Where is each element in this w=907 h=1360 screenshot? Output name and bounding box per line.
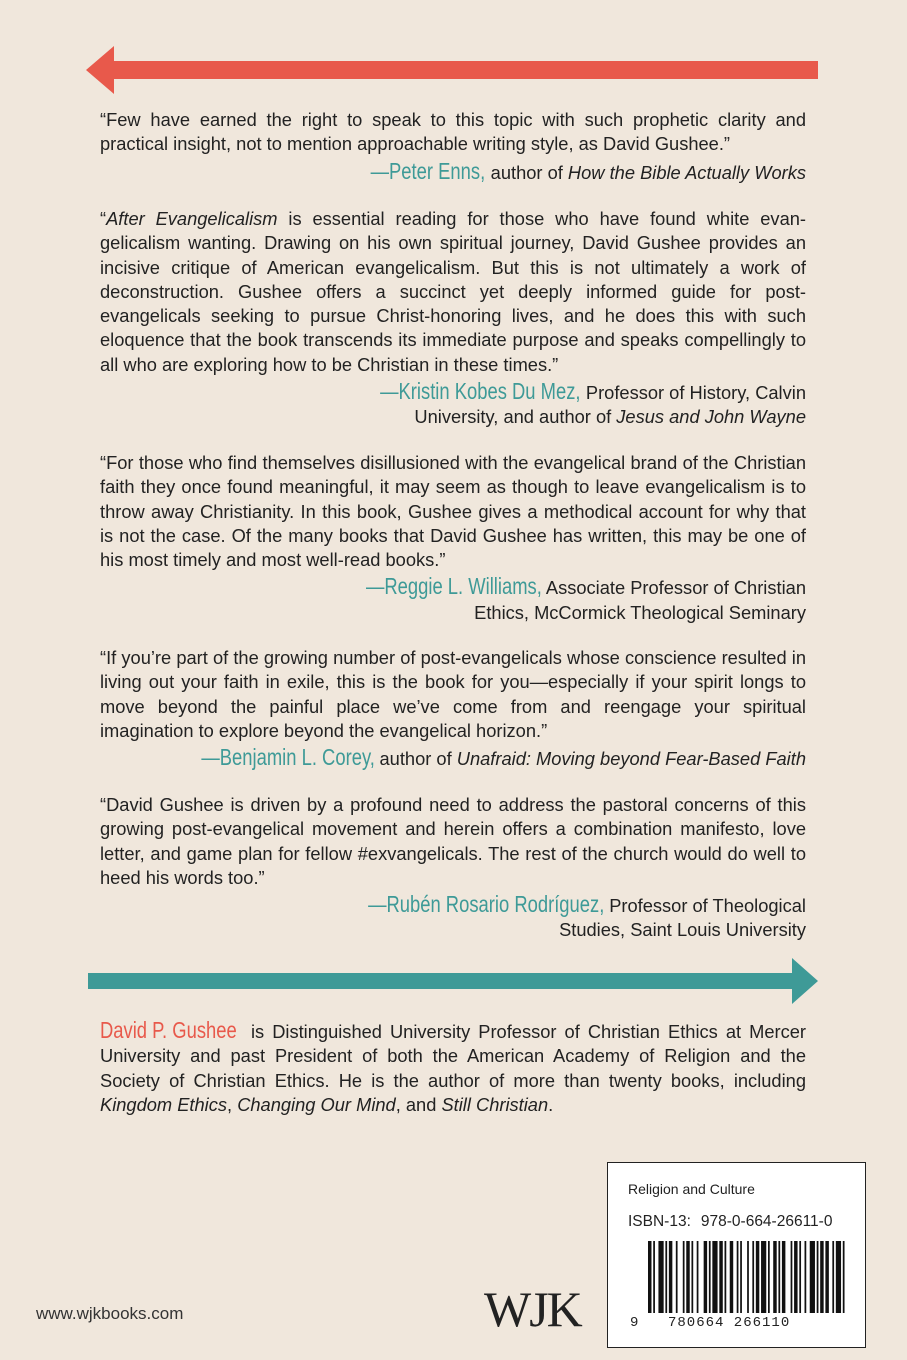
barcode-bar xyxy=(691,1241,693,1313)
quote-author-name: —Rubén Rosario Rodríguez, xyxy=(367,891,605,918)
bio-text: is Distinguished University Professor of Christian Ethics at Mercer University and past President of both the American Academy of Religion and the Society of Christian Ethics. He is the author of more than twenty books, including Kingdom Ethics, Changing Our Mind, and Still Christian. xyxy=(100,1021,806,1115)
barcode-bar xyxy=(665,1241,667,1313)
barcode-bar xyxy=(778,1241,780,1313)
quote-benjamin-corey xyxy=(100,646,806,771)
quote-peter-enns xyxy=(100,108,806,185)
isbn-line xyxy=(628,1213,832,1231)
barcode-bar xyxy=(669,1241,672,1313)
publisher-logo: WJK xyxy=(484,1281,581,1337)
teal-right-arrow-icon xyxy=(88,958,820,1004)
quote-text: “After Evangelicalism is essential reading for those who have found white evangelicalism wanting. Drawing on his own spiritual journey, David Gushee provides an incisive critique of American evangelicalism. But this is not ultimately a work of deconstruction. Gushee offers a succinct yet deeply informed guide for post-evangelicals seeking to pursue Christ-honoring lives, and he does this with such eloquence that the book transcends its immediate purpose and speaks compellingly to all who are exploring how to be Christian in these times.” xyxy=(100,208,806,375)
quote-text: “For those who find themselves disillusioned with the evangelical brand of the Christian faith they once found meaningful, it may seem as though to leave evangelicalism is to throw away Christianity. In this book, Gushee gives a methodical account for why that is not the case. Of the many books that David Gushee has written, this may be one of his most timely and most well-read books.” xyxy=(100,452,806,571)
barcode-bar xyxy=(832,1241,834,1313)
isbn-value: 978-0-664-26611-0 xyxy=(700,1213,833,1230)
red-left-arrow-icon xyxy=(86,46,820,94)
barcode-bar xyxy=(761,1241,766,1313)
barcode-icon xyxy=(648,1241,848,1313)
barcode-bar xyxy=(752,1241,754,1313)
barcode-bar xyxy=(810,1241,815,1313)
barcode-bar xyxy=(756,1241,759,1313)
barcode-bar xyxy=(805,1241,807,1313)
barcode-bar xyxy=(725,1241,727,1313)
quote-author-name: —Reggie L. Williams, xyxy=(365,573,542,600)
barcode-bar xyxy=(773,1241,776,1313)
barcode-bar xyxy=(791,1241,793,1313)
barcode-bar xyxy=(747,1241,749,1313)
category-label: Religion and Culture xyxy=(628,1181,755,1197)
barcode-bar xyxy=(799,1241,801,1313)
quote-attribution: —Rubén Rosario Rodríguez, Professor of Theological Studies, Saint Louis University xyxy=(367,891,806,941)
quote-reggie-williams xyxy=(100,451,806,625)
isbn-label: ISBN-13: xyxy=(628,1213,691,1230)
quote-author-name: —Kristin Kobes Du Mez, xyxy=(380,378,581,405)
barcode-bar xyxy=(825,1241,828,1313)
barcode-bar xyxy=(782,1241,785,1313)
barcode-bar xyxy=(768,1241,770,1313)
quote-author-name: —Peter Enns, xyxy=(371,157,486,184)
barcode-box xyxy=(607,1162,866,1348)
quote-attribution: —Peter Enns, author of How the Bible Actually Works xyxy=(371,157,806,184)
barcode-bar xyxy=(794,1241,797,1313)
barcode-bar xyxy=(740,1241,742,1313)
quote-author-name: —Benjamin L. Corey, xyxy=(200,744,375,771)
barcode-bar xyxy=(820,1241,823,1313)
quote-attribution: —Kristin Kobes Du Mez, Professor of History, Calvin University, and author of Jesus and John Wayne xyxy=(380,378,806,428)
barcode-bar xyxy=(737,1241,739,1313)
quote-attribution: —Benjamin L. Corey, author of Unafraid: Moving beyond Fear-Based Faith xyxy=(200,744,806,771)
barcode-bar xyxy=(843,1241,845,1313)
barcode-bar xyxy=(712,1241,717,1313)
barcode-bar xyxy=(719,1241,722,1313)
quote-attribution: —Reggie L. Williams, Associate Professor of Christian Ethics, McCormick Theological Seminary xyxy=(365,573,806,623)
barcode-bar xyxy=(817,1241,819,1313)
barcode-bar xyxy=(709,1241,711,1313)
barcode-bar xyxy=(704,1241,707,1313)
barcode-bar xyxy=(686,1241,689,1313)
quote-text: “If you’re part of the growing number of post-evangelicals whose conscience resulted in living out your faith in exile, this is the book for you—especially if your spirit longs to move beyond the painful place we’ve come from and reengage your spiritual imagination to explore beyond the evangelical horizon.” xyxy=(100,647,806,741)
barcode-bar xyxy=(836,1241,841,1313)
quote-ruben-rodriguez xyxy=(100,793,806,943)
barcode-bar xyxy=(697,1241,699,1313)
barcode-bar xyxy=(676,1241,678,1313)
barcode-bar xyxy=(658,1241,663,1313)
barcode-bar xyxy=(653,1241,655,1313)
barcode-bar xyxy=(648,1241,651,1313)
quote-kristin-du-mez xyxy=(100,207,806,430)
barcode-digits: 780664 266110 xyxy=(668,1315,791,1331)
barcode-first-digit: 9 xyxy=(630,1315,639,1331)
quote-text: “David Gushee is driven by a profound need to address the pastoral concerns of this growing post-evangelical movement and herein offers a combination manifesto, love letter, and game plan for fellow #exvangelicals. The rest of the church would do well to heed his words too.” xyxy=(100,794,806,888)
barcode-bar xyxy=(730,1241,733,1313)
quote-text: “Few have earned the right to speak to this topic with such prophetic clarity and practical insight, not to mention approachable writing style, as David Gushee.” xyxy=(100,109,806,155)
barcode-bar xyxy=(683,1241,685,1313)
bio-author-name: David P. Gushee xyxy=(100,1017,237,1043)
publisher-website: www.wjkbooks.com xyxy=(36,1304,184,1323)
author-bio xyxy=(100,1018,806,1117)
